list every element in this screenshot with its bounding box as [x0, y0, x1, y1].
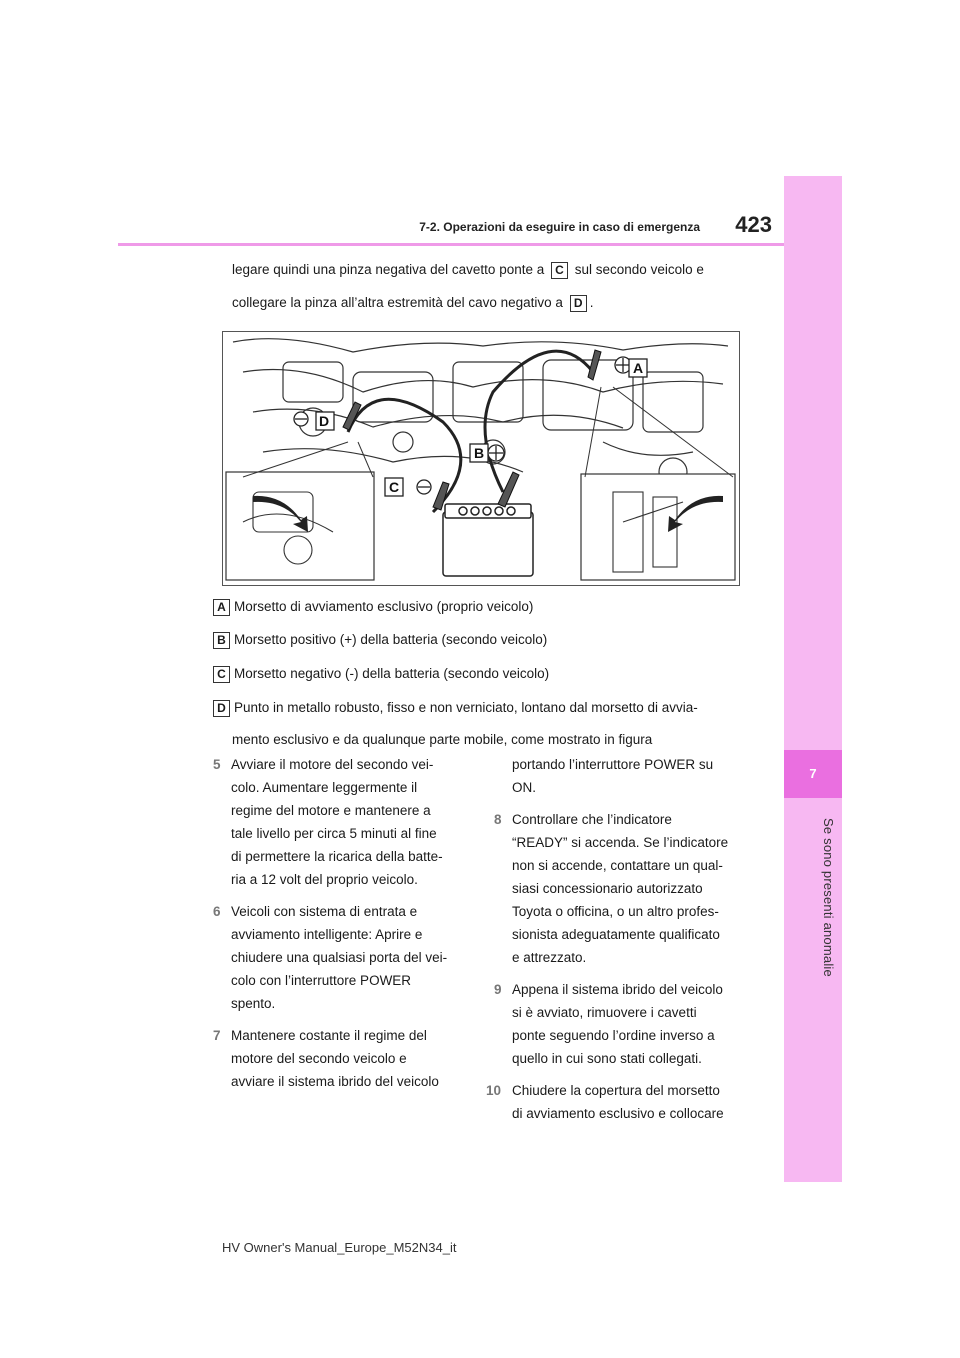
intro-text: .	[589, 295, 594, 310]
figure-label-d: D	[319, 413, 330, 429]
step-number: 7	[213, 1028, 221, 1043]
intro-line-1	[232, 259, 704, 281]
legend-item-d	[213, 698, 698, 718]
figure-label-c: C	[389, 479, 400, 495]
engine-bay-drawing	[223, 332, 739, 585]
step-item	[494, 978, 723, 1066]
badge-d: D	[213, 700, 230, 717]
page-number: 423	[735, 212, 772, 237]
legend-text: Morsetto positivo (+) della batteria (secondo veicolo)	[234, 632, 548, 647]
badge-c: C	[551, 262, 568, 279]
step-text: Controllare che l’indicatore “READY” si accenda. Se l’indicatore non si accende, contattare un qual- siasi concessionario autorizzato Toyota o officina, o un altro profes- sionista adeguatamente qualificato e attrezzato.	[512, 812, 729, 965]
step-text: Mantenere costante il regime del motore del secondo veicolo e avviare il sistema ibrido del veicolo	[231, 1028, 439, 1089]
step-item	[213, 900, 448, 1011]
chapter-side-tab	[784, 176, 842, 1182]
step-text: portando l’interruttore POWER su ON.	[512, 757, 714, 795]
step-number: 10	[486, 1083, 502, 1098]
step-number: 6	[213, 904, 221, 919]
step-item	[486, 1079, 724, 1121]
chapter-number-tab	[784, 750, 842, 798]
section-title: 7-2. Operazioni da eseguire in caso di emergenza	[419, 220, 700, 234]
legend-item-c	[213, 664, 549, 684]
legend-text: Morsetto di avviamento esclusivo (proprio veicolo)	[234, 599, 534, 614]
step-item	[494, 753, 714, 795]
legend-item-a	[213, 597, 533, 617]
footer-manual-id: HV Owner's Manual_Europe_M52N34_it	[222, 1240, 457, 1255]
badge-a: A	[213, 599, 230, 616]
legend-item-b	[213, 630, 547, 650]
legend-text: Punto in metallo robusto, fisso e non verniciato, lontano dal morsetto di avvia-	[234, 700, 698, 715]
step-text: Avviare il motore del secondo vei- colo. Aumentare leggermente il regime del motore e mantenere a tale livello per circa 5 minuti al fine di permettere la ricarica della batte- ria a 12 volt del proprio veicolo.	[231, 757, 443, 887]
header-rule	[118, 243, 784, 246]
chapter-number: 7	[809, 766, 817, 781]
step-text: Appena il sistema ibrido del veicolo si è avviato, rimuovere i cavetti ponte seguendo l’ordine inverso a quello in cui sono stati collegati.	[512, 982, 723, 1066]
legend-text: Morsetto negativo (-) della batteria (secondo veicolo)	[234, 666, 550, 681]
step-number: 8	[494, 812, 502, 827]
step-text: Chiudere la copertura del morsetto di avviamento esclusivo e collocare	[512, 1083, 724, 1121]
step-number: 5	[213, 757, 221, 772]
badge-c: C	[213, 666, 230, 683]
intro-text: legare quindi una pinza negativa del cavetto ponte a	[232, 262, 545, 277]
badge-d: D	[570, 295, 587, 312]
figure-label-b: B	[474, 445, 485, 461]
intro-text: sul secondo veicolo e	[574, 262, 704, 277]
legend-item-d-continued: mento esclusivo e da qualunque parte mobile, come mostrato in figura	[232, 732, 653, 747]
step-item	[213, 753, 443, 887]
step-item	[213, 1024, 439, 1089]
intro-line-2	[232, 292, 593, 314]
step-item	[494, 808, 729, 965]
intro-text: collegare la pinza all’altra estremità del cavo negativo a	[232, 295, 563, 310]
badge-b: B	[213, 632, 230, 649]
chapter-title: Se sono presenti anomalie	[821, 818, 836, 977]
step-text: Veicoli con sistema di entrata e avviamento intelligente: Aprire e chiudere una qualsiasi porta del vei- colo con l’interruttore POWER spento.	[231, 904, 448, 1011]
step-number: 9	[494, 982, 502, 997]
engine-bay-illustration	[222, 331, 740, 586]
figure-label-a: A	[633, 360, 644, 376]
